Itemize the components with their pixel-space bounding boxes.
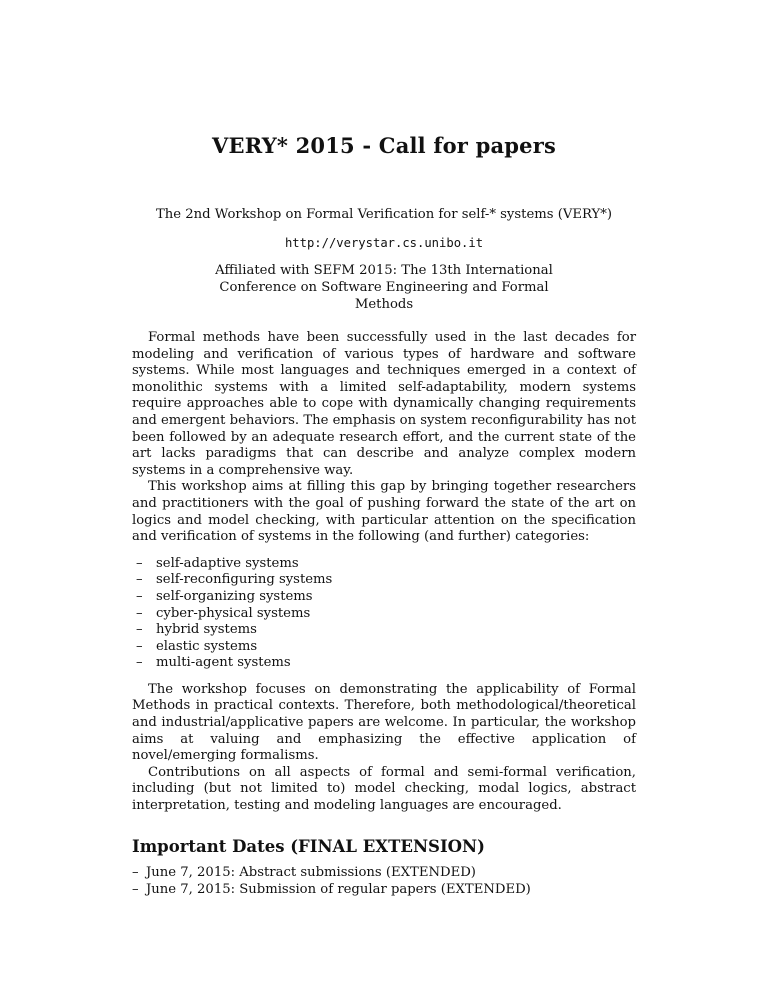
list-item: – hybrid systems [136, 622, 257, 638]
dates-list [132, 865, 636, 898]
dash-bullet: – [132, 865, 139, 881]
list-item: – self-adaptive systems [136, 555, 299, 571]
intro-paragraph-1: Formal methods have been successfully used in the last decades for modeling and verification of various types of hardware and software systems. While most languages and techniques emerged in a context of monolithic systems with a limited self-adaptability, modern systems require approaches able to cope with dynamically changing requirements and emergent behaviors. The emphasis on system reconfigurability has not been followed by an adequate research effort, and the current state of the art lacks paradigms that can describe and analyze complex modern systems in a comprehensive way. [132, 330, 636, 478]
body-paragraph-4: Contributions on all aspects of formal and semi-formal verification, including (but not limited to) model checking, modal logics, abstract interpretation, testing and modeling languages are encouraged. [132, 764, 636, 814]
workshop-subtitle: The 2nd Workshop on Formal Verification for self-* systems (VERY*) [155, 207, 612, 222]
list-item: – elastic systems [136, 638, 258, 654]
intro-paragraph-2: This workshop aims at filling this gap by bringing together researchers and practitioners with the goal of pushing forward the state of the art on logics and model checking, with particular attention on the specification and verification of systems in the following (and further) categories: [132, 479, 636, 545]
dash-bullet: – [136, 605, 143, 621]
date-item: – June 7, 2015: Submission of regular papers (EXTENDED) [132, 881, 531, 897]
workshop-url: http://verystar.cs.unibo.it [284, 236, 484, 250]
categories-list [132, 556, 636, 672]
list-item: – self-reconfiguring systems [136, 572, 333, 588]
dash-bullet: – [132, 881, 139, 897]
page-title: VERY* 2015 - Call for papers [212, 133, 556, 158]
list-item: – cyber-physical systems [136, 605, 311, 621]
dash-bullet: – [136, 622, 143, 638]
body-text [132, 330, 636, 898]
dash-bullet: – [136, 638, 143, 654]
dash-bullet: – [136, 655, 143, 671]
dash-bullet: – [136, 555, 143, 571]
affiliation-text: Affiliated with SEFM 2015: The 13th International Conference on Software Engineering and Formal Methods [215, 263, 553, 312]
body-paragraph-3: The workshop focuses on demonstrating the applicability of Formal Methods in practical contexts. Therefore, both methodological/theoretical and industrial/applicative papers are welcome. In particular, the workshop aims at valuing and emphasizing the effective application of novel/emerging formalisms. [132, 681, 636, 764]
important-dates-heading: Important Dates (FINAL EXTENSION) [132, 836, 485, 856]
date-item: – June 7, 2015: Abstract submissions (EXTENDED) [132, 865, 476, 881]
list-item: – multi-agent systems [136, 655, 291, 671]
list-item: – self-organizing systems [136, 588, 313, 604]
dash-bullet: – [136, 572, 143, 588]
dash-bullet: – [136, 588, 143, 604]
